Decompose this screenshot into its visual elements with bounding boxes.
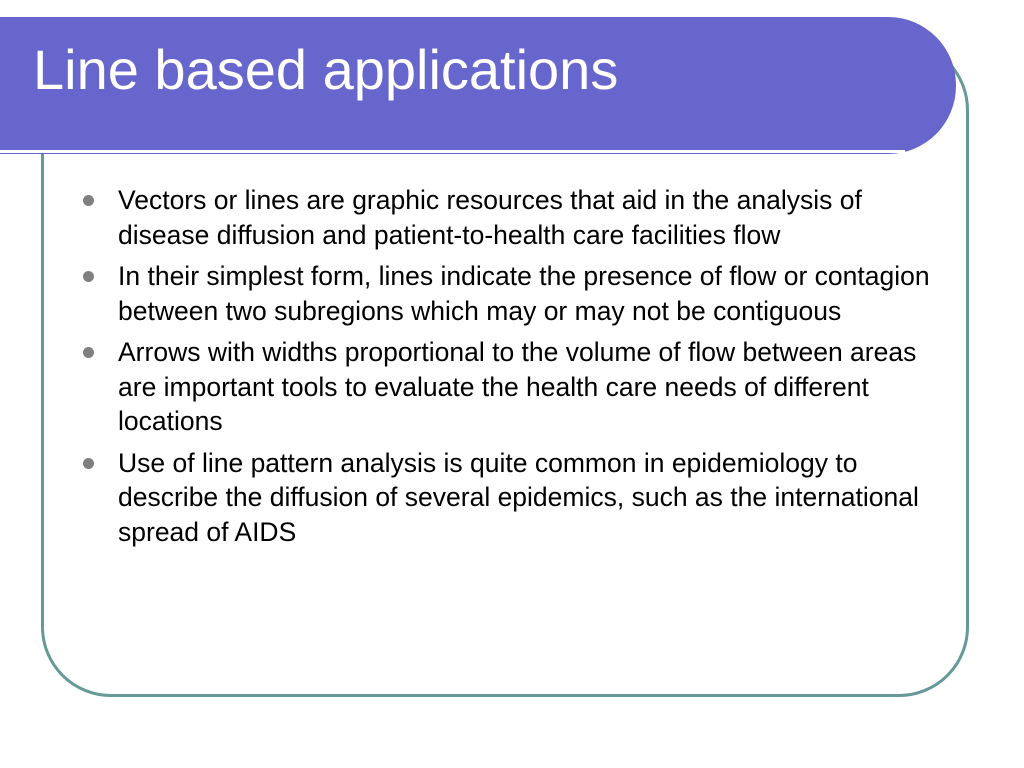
bullet-dot-icon: [83, 271, 94, 282]
bullet-item: [82, 335, 952, 439]
bullet-item: [82, 446, 952, 550]
bullet-text: Use of line pattern analysis is quite common in epidemiology to describe the diffusion of several epidemics, such as the international spread of AIDS: [118, 447, 919, 547]
bullet-item: [82, 259, 952, 328]
bullet-dot-icon: [83, 458, 94, 469]
slide-title: Line based applications: [33, 38, 619, 101]
bullet-text: Arrows with widths proportional to the volume of flow between areas are important tools to evaluate the health care needs of different locations: [118, 337, 917, 436]
bullet-text: Vectors or lines are graphic resources that aid in the analysis of disease diffusion and patient-to-health care facilities flow: [118, 185, 862, 250]
title-underline: [0, 150, 905, 153]
bullet-dot-icon: [83, 347, 94, 358]
bullet-text: In their simplest form, lines indicate the presence of flow or contagion between two subregions which may or may not be contiguous: [118, 261, 930, 326]
bullet-item: [82, 183, 952, 252]
bullet-list: [82, 183, 952, 556]
bullet-dot-icon: [83, 195, 94, 206]
